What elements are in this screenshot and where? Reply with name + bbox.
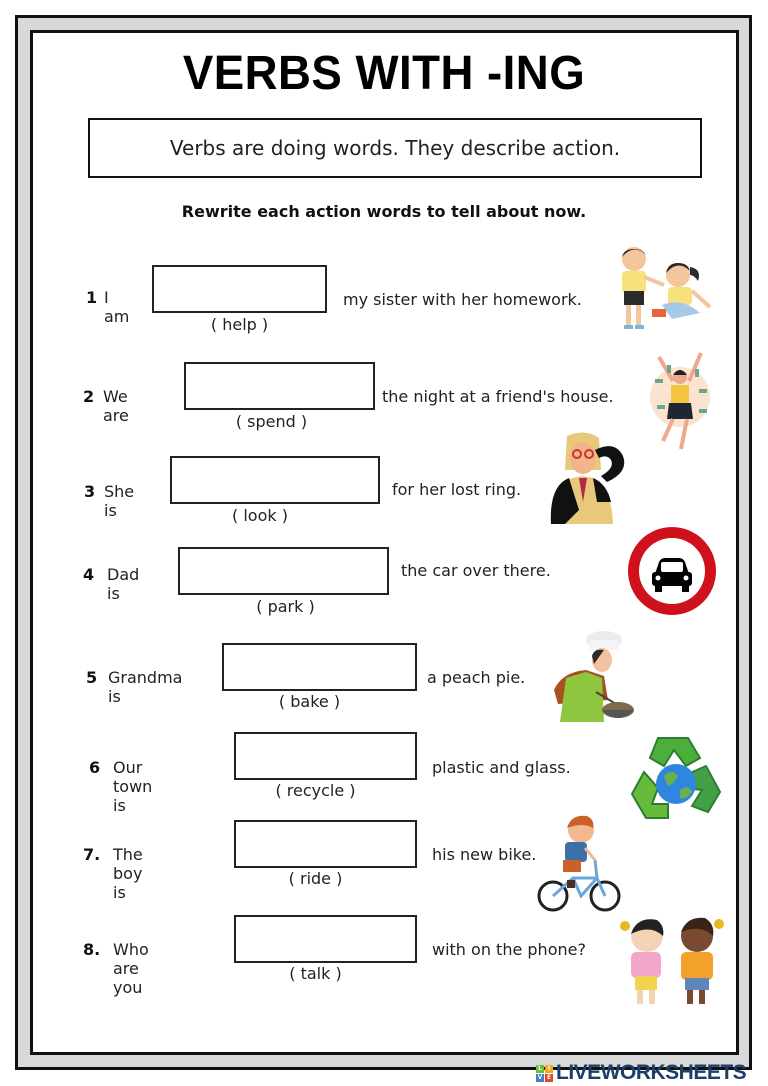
liveworksheets-logo-icon: L I V E — [537, 1064, 552, 1081]
answer-input-5[interactable] — [222, 643, 417, 691]
sentence-end: my sister with her homework. — [343, 290, 582, 309]
instruction-text: Rewrite each action words to tell about now. — [181, 202, 587, 221]
question-lead: She is — [104, 482, 135, 520]
chef-baking-picture — [546, 628, 638, 722]
verb-hint: ( ride ) — [288, 869, 343, 888]
question-number: 1 — [86, 288, 98, 307]
girls-talking-picture — [617, 910, 729, 1010]
verb-hint: ( park ) — [256, 597, 315, 616]
verb-hint: ( recycle ) — [275, 781, 356, 800]
verb-hint: ( talk ) — [289, 964, 342, 983]
question-number: 5 — [86, 668, 98, 687]
answer-input-8[interactable] — [234, 915, 417, 963]
sentence-end: plastic and glass. — [432, 758, 571, 777]
verb-hint: ( help ) — [210, 315, 269, 334]
question-lead: Our town is — [113, 758, 153, 815]
answer-field[interactable] — [186, 364, 377, 410]
worksheet-title: VERBS WITH -ING — [182, 47, 586, 100]
question-lead: The boy is — [113, 845, 143, 902]
answer-input-1[interactable] — [152, 265, 327, 313]
woman-glasses-picture — [545, 432, 630, 524]
question-lead: Dad is — [107, 565, 140, 603]
question-lead: Who are you — [113, 940, 149, 997]
answer-field[interactable] — [236, 917, 419, 963]
boy-bike-picture — [537, 814, 621, 914]
definition-box — [88, 118, 702, 178]
answer-input-2[interactable] — [184, 362, 375, 410]
sentence-end: his new bike. — [432, 845, 537, 864]
question-number: 2 — [83, 387, 95, 406]
answer-field[interactable] — [224, 645, 419, 691]
sentence-end: the car over there. — [401, 561, 551, 580]
liveworksheets-branding — [536, 1061, 746, 1085]
sentence-end: for her lost ring. — [392, 480, 522, 499]
question-lead: Grandma is — [108, 668, 183, 706]
answer-field[interactable] — [180, 549, 391, 595]
definition-text: Verbs are doing words. They describe action. — [169, 136, 621, 160]
sentence-end: the night at a friend's house. — [382, 387, 614, 406]
sentence-end: a peach pie. — [427, 668, 526, 687]
verb-hint: ( look ) — [232, 506, 288, 525]
question-lead: We are — [103, 387, 129, 425]
answer-field[interactable] — [154, 267, 329, 313]
answer-input-7[interactable] — [234, 820, 417, 868]
answer-field[interactable] — [236, 734, 419, 780]
question-number: 8. — [83, 940, 101, 959]
sentence-end: with on the phone? — [432, 940, 586, 959]
question-number: 3 — [84, 482, 96, 501]
question-lead: I am — [104, 288, 130, 326]
liveworksheets-wordmark: LIVEWORKSHEETS — [556, 1061, 747, 1084]
answer-input-3[interactable] — [170, 456, 380, 504]
answer-field[interactable] — [172, 458, 382, 504]
question-number: 4 — [83, 565, 95, 584]
verb-hint: ( bake ) — [278, 692, 341, 711]
answer-field[interactable] — [236, 822, 419, 868]
answer-input-6[interactable] — [234, 732, 417, 780]
question-number: 7. — [83, 845, 101, 864]
verb-hint: ( spend ) — [235, 412, 308, 431]
girl-jumping-money-picture — [645, 345, 715, 457]
no-cars-sign-picture — [627, 526, 717, 616]
recycle-globe-picture — [628, 732, 724, 824]
answer-input-4[interactable] — [178, 547, 389, 595]
kids-helping-picture — [612, 245, 718, 333]
question-number: 6 — [89, 758, 101, 777]
